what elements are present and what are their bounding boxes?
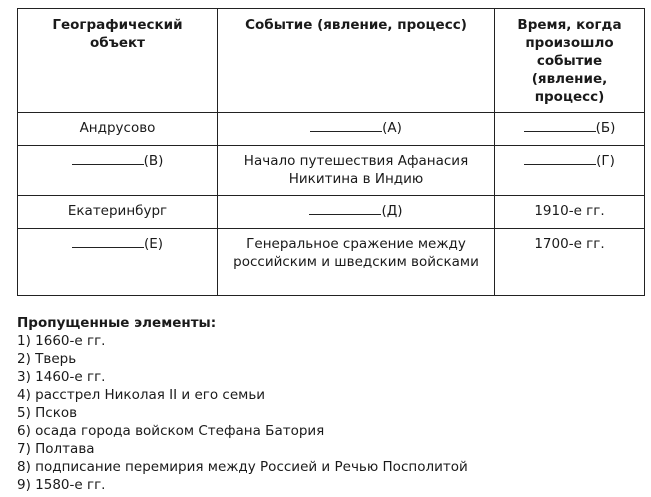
table-cell: (Е) [18,229,218,296]
list-item: 8) подписание перемирия между Россией и Речью Посполитой [17,459,468,475]
table-cell: 1700-е гг. [495,229,645,296]
list-item: 2) Тверь [17,351,77,367]
table-cell: 1910-е гг. [495,196,645,229]
missing-elements-title: Пропущенные элементы: [17,315,217,331]
blank-line [524,152,596,165]
header-time: Время, когда произошло событие (явление, процесс) [495,9,645,113]
table-cell: (В) [18,146,218,196]
table-cell: Генеральное сражение между российским и шведским войсками [218,229,495,296]
list-item: 9) 1580-е гг. [17,477,106,493]
list-item: 1) 1660-е гг. [17,333,106,349]
table-cell: (Д) [218,196,495,229]
header-geo-object: Географический объект [18,9,218,113]
header-event: Событие (явление, процесс) [218,9,495,113]
list-item: 5) Псков [17,405,78,421]
blank-line [309,202,381,215]
table-cell: (Г) [495,146,645,196]
list-item: 6) осада города войском Стефана Батория [17,423,325,439]
table-cell: Андрусово [18,113,218,146]
task-table [17,8,645,296]
table-cell: Начало путешествия Афанасия Никитина в Индию [218,146,495,196]
blank-line [72,235,144,248]
table-row [18,196,645,229]
table-cell: (Б) [495,113,645,146]
table-header-row [18,9,645,113]
table-row [18,146,645,196]
blank-line [72,152,144,165]
table-row [18,113,645,146]
list-item: 7) Полтава [17,441,95,457]
missing-elements-list [17,314,637,494]
blank-line [524,119,596,132]
blank-line [310,119,382,132]
list-item: 4) расстрел Николая II и его семьи [17,387,266,403]
table-cell: (А) [218,113,495,146]
options-list [17,332,637,494]
list-item: 3) 1460-е гг. [17,369,106,385]
table-cell: Екатеринбург [18,196,218,229]
table-row [18,229,645,296]
